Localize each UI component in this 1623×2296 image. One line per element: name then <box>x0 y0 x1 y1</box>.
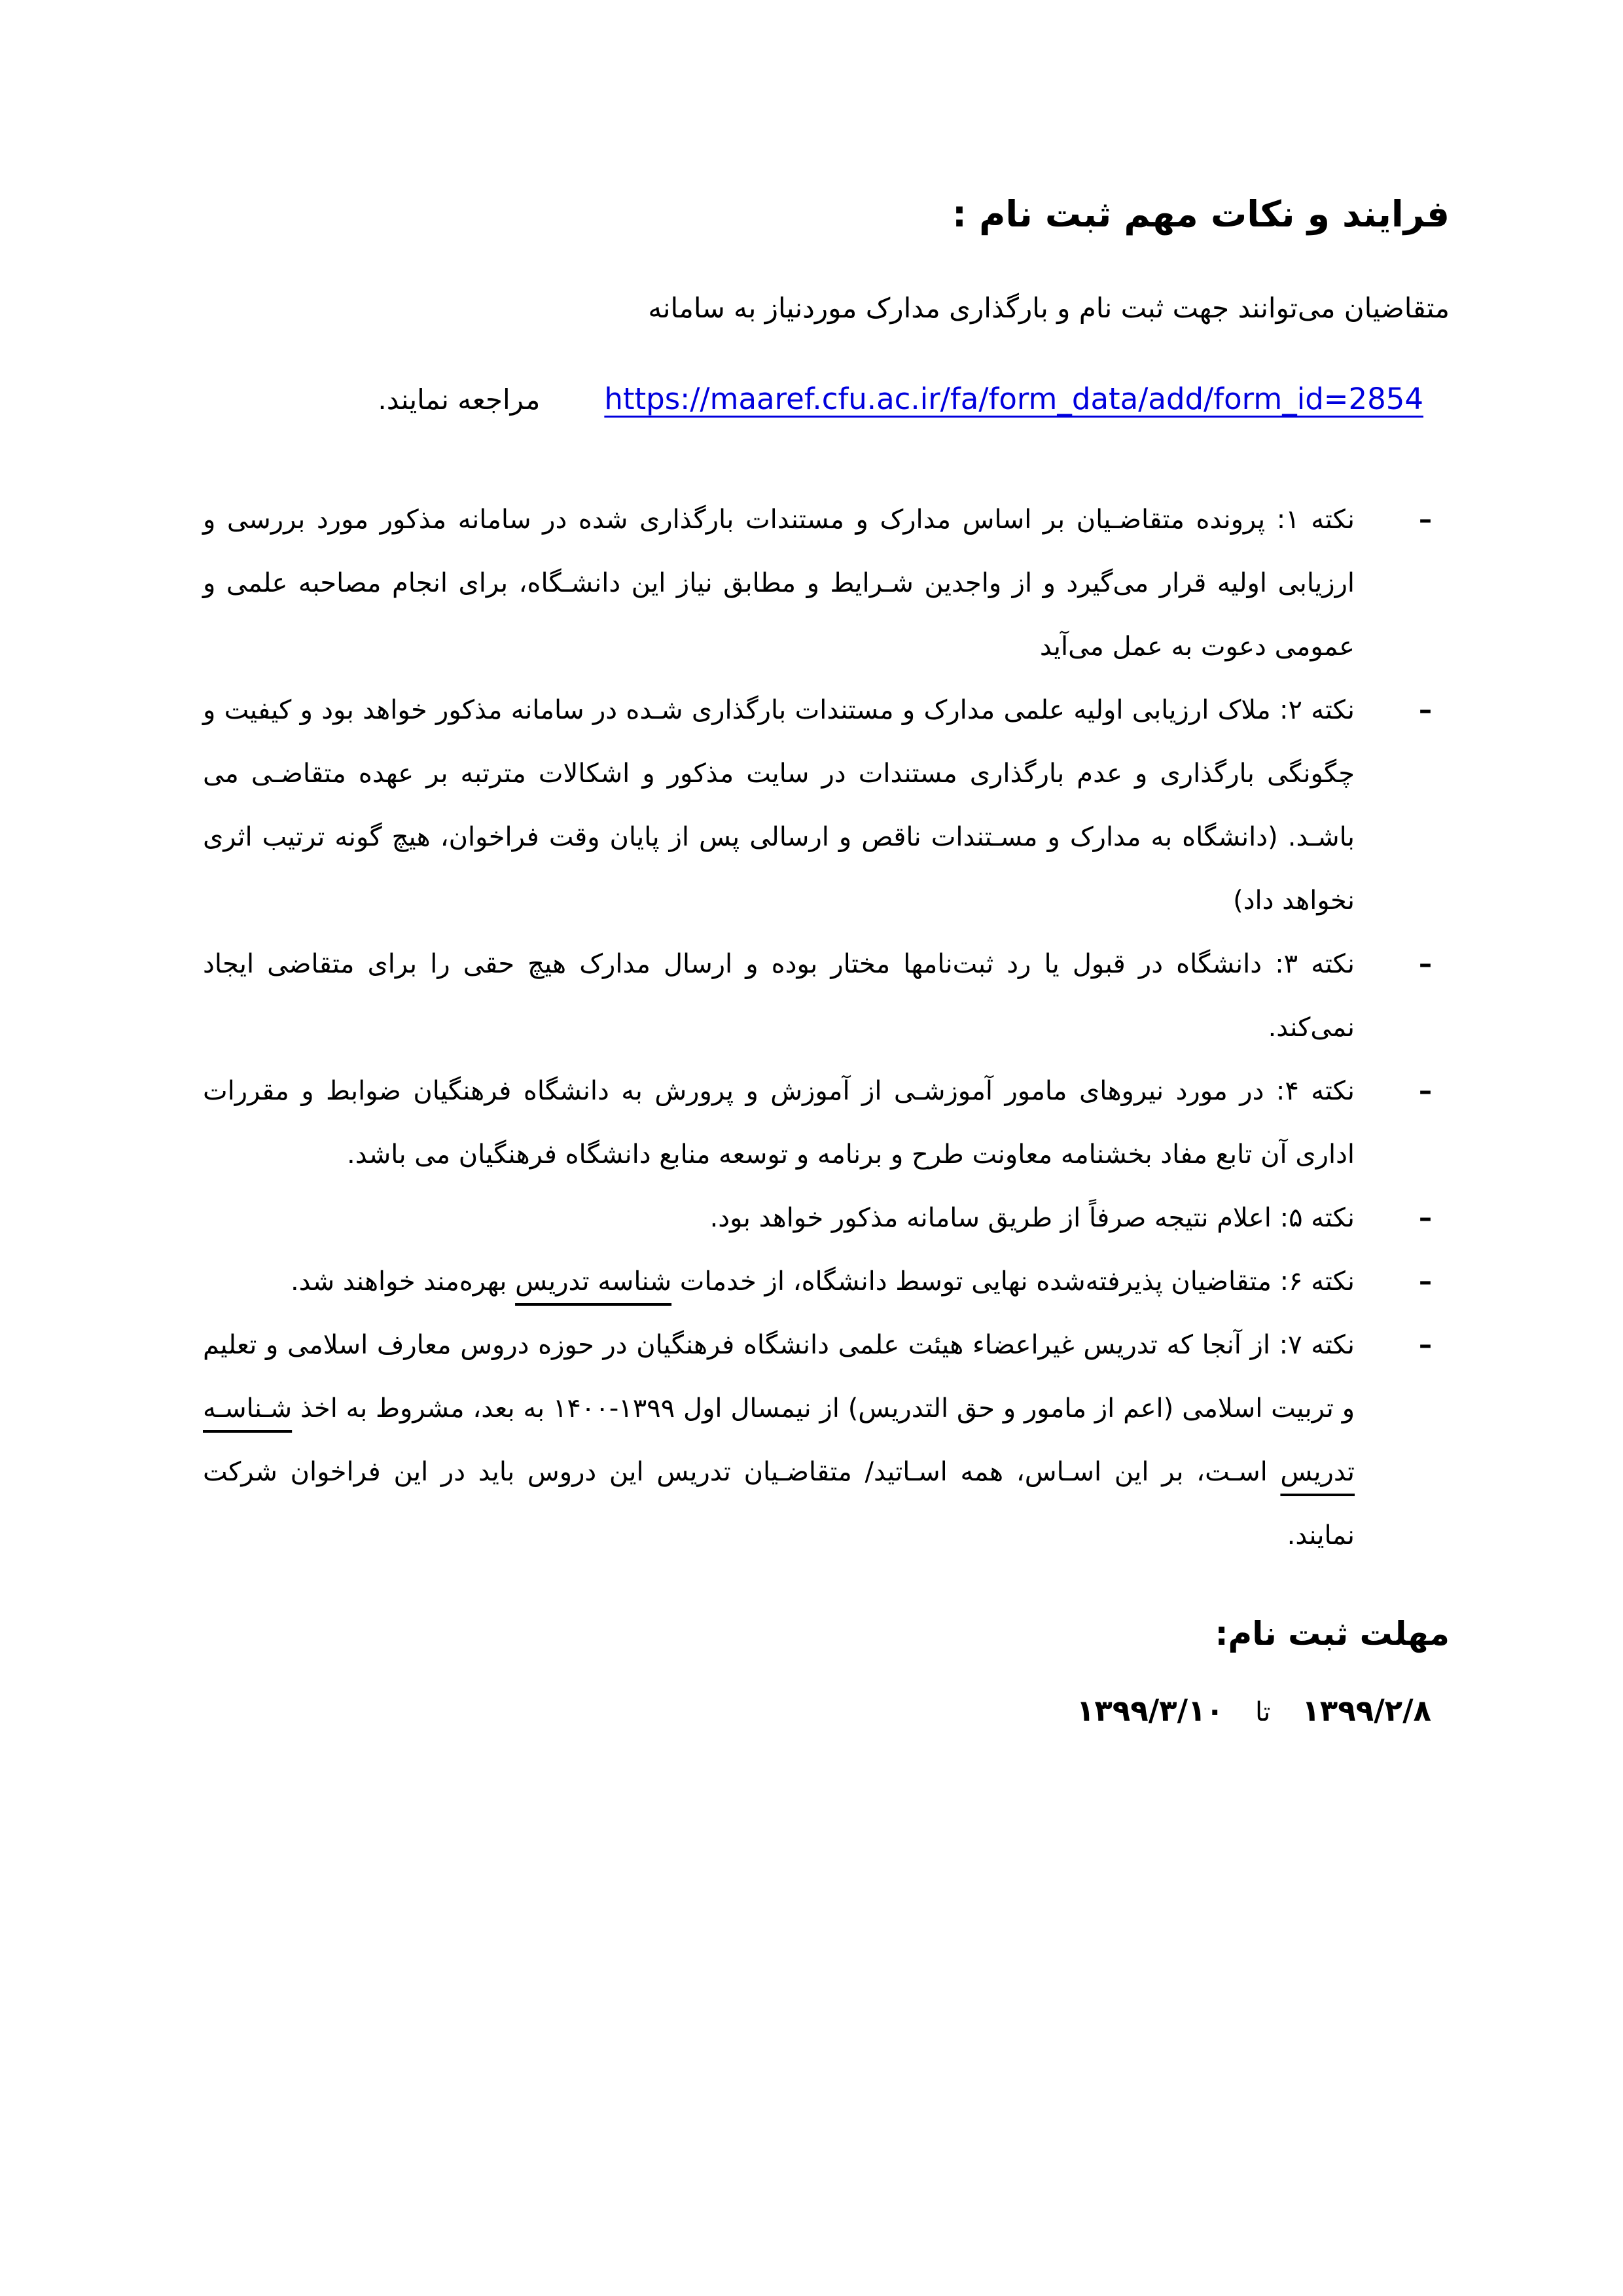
dash-bullet: – <box>1419 1076 1432 1107</box>
note-text-segment: نکته ۳: دانشگاه در قبول یا رد ثبت‌نامها مختار بوده و ارسال مدارک هیچ حقی را برای متقاضی ایجاد نمی‌کند. <box>203 949 1355 1043</box>
note-item <box>203 1314 1432 1568</box>
note-item <box>203 933 1432 1060</box>
link-line <box>203 376 1450 423</box>
dash-bullet: – <box>1419 505 1432 535</box>
note-text <box>203 695 1355 916</box>
notes-list <box>203 488 1432 1568</box>
note-text-segment: نکته ۵: اعلام نتیجه صرفاً از طریق سامانه مذکور خواهد بود. <box>709 1203 1355 1234</box>
note-text-segment: نکته ۴: در مورد نیروهای مامور آموزشـی از آموزش و پرورش به دانشگاه فرهنگیان ضوابط و مقررات اداری آن تابع مفاد بخشنامه معاونت طرح و برنامه و توسعه منابع دانشگاه فرهنگیان می باشد. <box>203 1076 1355 1170</box>
note-item <box>203 1060 1432 1187</box>
deadline-dates <box>203 1693 1450 1728</box>
deadline-heading: مهلت ثبت نام: <box>1215 1615 1450 1653</box>
note-text-segment: نکته ۶: متقاضیان پذیرفته‌شده نهایی توسط دانشگاه، از خدمات <box>671 1266 1355 1297</box>
note-text <box>710 1203 1355 1233</box>
date-to: ۱۳۹۹/۳/۱۰ <box>1076 1693 1224 1729</box>
date-from: ۱۳۹۹/۲/۸ <box>1302 1693 1431 1729</box>
date-connector: تا <box>1255 1697 1271 1728</box>
dash-bullet: – <box>1419 1266 1432 1297</box>
note-text-segment: بهره‌مند خواهند شد. <box>290 1266 516 1297</box>
dash-bullet: – <box>1419 1330 1432 1361</box>
note-text <box>203 949 1355 1043</box>
note-text <box>203 1330 1355 1551</box>
note-text <box>291 1266 1355 1297</box>
note-text-segment: نکته ۲: ملاک ارزیابی اولیه علمی مدارک و مستندات بارگذاری شـده در سامانه مذکور خواهد بود و کیفیت و چگونگی بارگذاری و عدم بارگذاری مستندات در سایت مذکور و اشکالات مترتبه بر عهده متقاضـی می باشـد. (دانشگاه به مدارک و مسـتندات ناقص و ارسالی پس از پایان وقت فراخوان، هیچ گونه ترتیب اثری نخواهد داد) <box>203 695 1355 916</box>
link-suffix: مراجعه نمایند. <box>378 384 541 416</box>
intro-line: متقاضیان می‌توانند جهت ثبت نام و بارگذاری مدارک موردنیاز به سامانه <box>648 292 1450 324</box>
note-item <box>203 488 1432 679</box>
note-text-segment: اسـت، بر این اسـاس، همه اسـاتید/ متقاضـیان تدریس این دروس باید در این فراخوان شرکت نمایند. <box>203 1457 1355 1551</box>
note-item <box>203 679 1432 933</box>
page-title: فرایند و نکات مهم ثبت نام : <box>952 193 1450 235</box>
note-text-segment: نکته ۱: پرونده متقاضـیان بر اساس مدارک و مستندات بارگذاری شده در سامانه مذکور مورد بررسی و ارزیابی اولیه قرار می‌گیرد و از واجدین شـرایط و مطابق نیاز این دانشـگاه، برای انجام مصاحبه علمی و عمومی دعوت به عمل می‌آید <box>203 505 1355 662</box>
dash-bullet: – <box>1419 695 1432 726</box>
note-text <box>203 1076 1355 1170</box>
registration-link[interactable]: https://maaref.cfu.ac.ir/fa/form_data/add/form_id=2854 <box>604 382 1423 417</box>
underlined-phrase: شناسه تدریس <box>515 1266 672 1297</box>
note-text <box>203 505 1355 662</box>
dash-bullet: – <box>1419 1203 1432 1234</box>
note-item <box>203 1187 1432 1250</box>
dash-bullet: – <box>1419 949 1432 980</box>
note-item <box>203 1250 1432 1314</box>
underlined-phrase: شـناسـه تدریس <box>203 1393 1355 1488</box>
note-text-segment: نکته ۷: از آنجا که تدریس غیراعضاء هیئت علمی دانشگاه فرهنگیان در حوزه دروس معارف اسلامی و تعلیم و تربیت اسلامی (اعم از مامور و حق التدریس) از نیمسال اول ۱۳۹۹-۱۴۰۰ به بعد، مشروط به اخذ <box>203 1330 1355 1424</box>
